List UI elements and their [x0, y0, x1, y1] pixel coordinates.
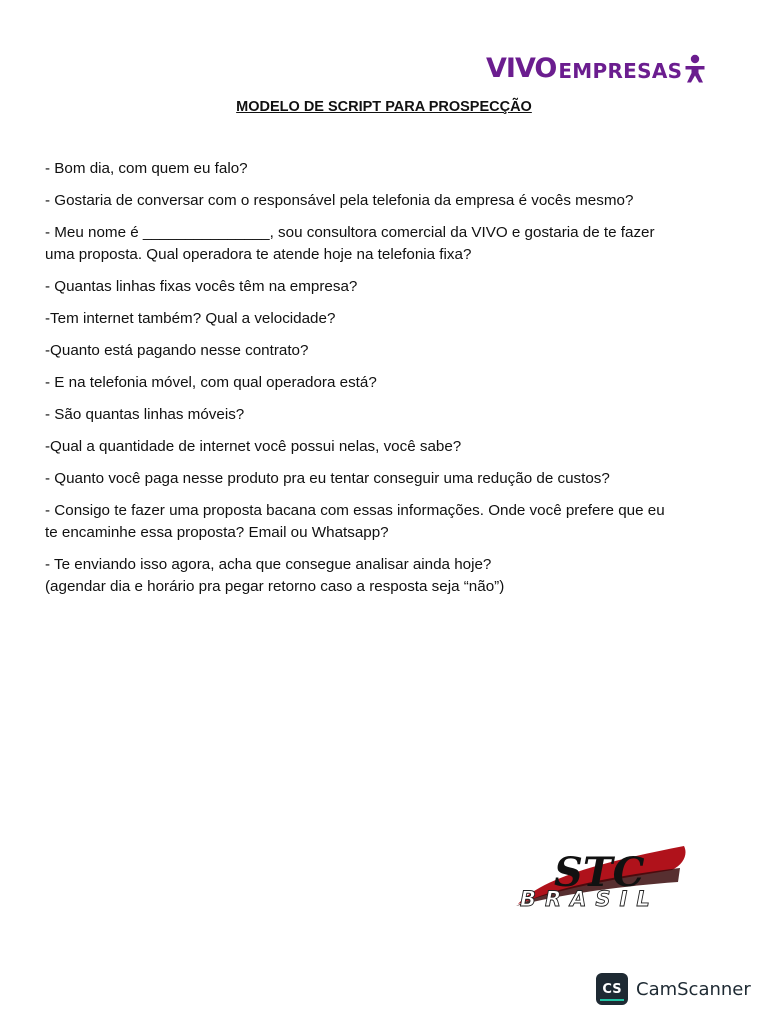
script-line: (agendar dia e horário pra pegar retorno caso a resposta seja “não”) — [45, 578, 505, 595]
vivo-person-icon — [684, 54, 706, 84]
script-line: -Quanto está pagando nesse contrato? — [45, 342, 309, 359]
script-line: - Bom dia, com quem eu falo? — [45, 160, 248, 177]
script-line: - Te enviando isso agora, acha que consegue analisar ainda hoje? — [45, 556, 492, 573]
script-body — [45, 158, 725, 598]
stc-logo-top: STC — [554, 849, 645, 896]
vivo-empresas-logo — [486, 50, 706, 84]
document-title: MODELO DE SCRIPT PARA PROSPECÇÃO — [236, 99, 532, 115]
script-line: - Quanto você paga nesse produto pra eu tentar conseguir uma redução de custos? — [45, 470, 610, 487]
script-line: uma proposta. Qual operadora te atende hoje na telefonia fixa? — [45, 246, 472, 263]
script-line: - E na telefonia móvel, com qual operadora está? — [45, 374, 377, 391]
script-line: - São quantas linhas móveis? — [45, 406, 245, 423]
vivo-logo-word: VIVO — [486, 53, 557, 84]
camscanner-label: CamScanner — [636, 978, 751, 1000]
stc-brasil-logo — [512, 842, 692, 912]
camscanner-watermark — [596, 973, 751, 1005]
vivo-logo-suffix: EMPRESAS — [558, 59, 683, 83]
script-line: -Qual a quantidade de internet você possui nelas, você sabe? — [45, 438, 462, 455]
script-line: - Consigo te fazer uma proposta bacana com essas informações. Onde você prefere que eu — [45, 502, 665, 519]
stc-logo-bottom: BRASIL — [520, 887, 659, 911]
script-line: - Meu nome é _______________, sou consultora comercial da VIVO e gostaria de te fazer — [45, 224, 655, 241]
camscanner-icon: CS — [596, 973, 628, 1005]
script-line: te encaminhe essa proposta? Email ou Whatsapp? — [45, 524, 389, 541]
script-line: - Quantas linhas fixas vocês têm na empresa? — [45, 278, 358, 295]
script-line: -Tem internet também? Qual a velocidade? — [45, 310, 336, 327]
script-line: - Gostaria de conversar com o responsável pela telefonia da empresa é vocês mesmo? — [45, 192, 634, 209]
